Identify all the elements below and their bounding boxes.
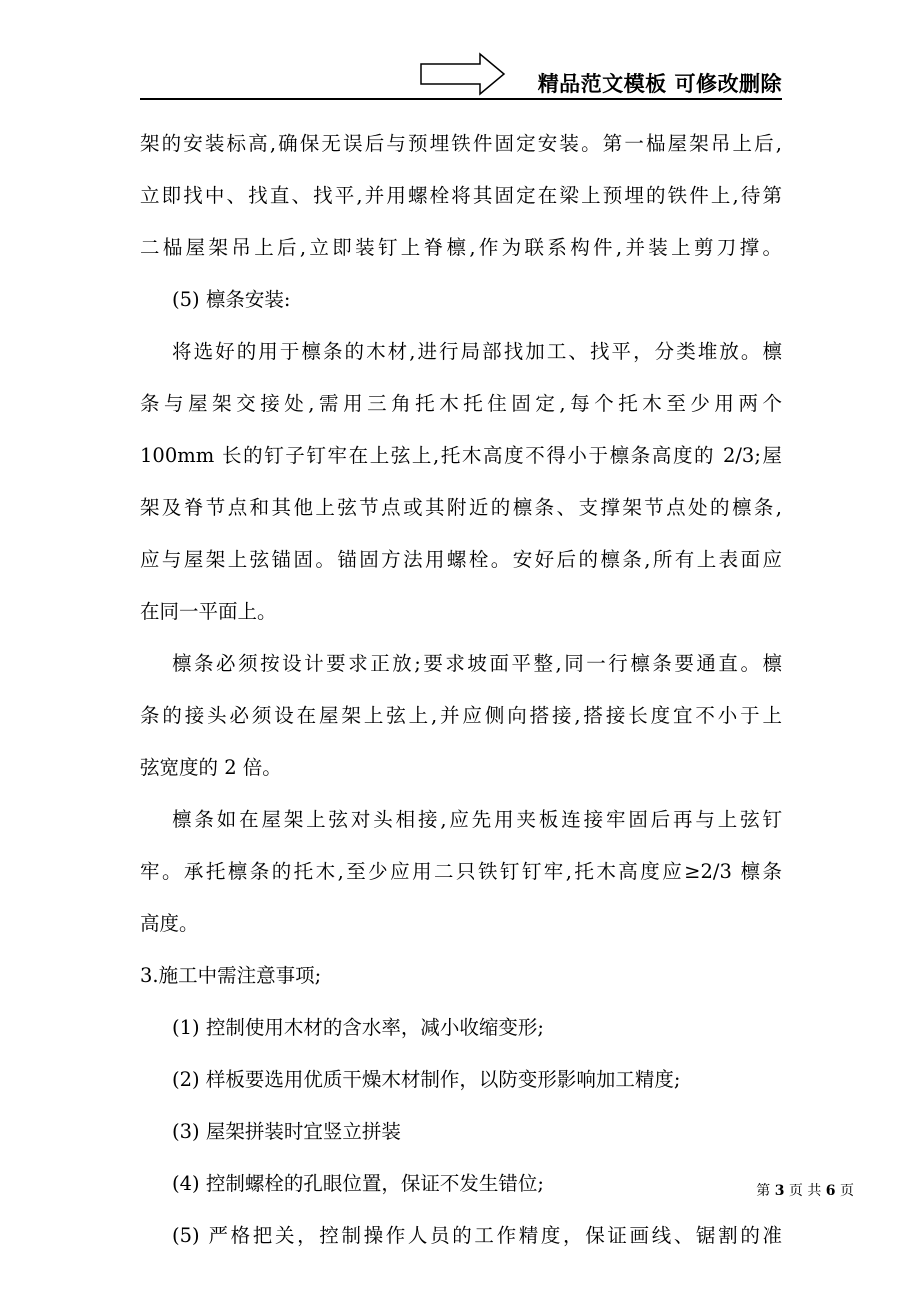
text-line: 100mm 长的钉子钉牢在上弦上,托木高度不得小于檩条高度的 2/3;屋 [140, 444, 782, 467]
header-divider [140, 98, 782, 100]
page-header [140, 48, 782, 100]
text-line: 架的安装标高,确保无误后与预埋铁件固定安装。第一榀屋架吊上后, [140, 132, 782, 155]
list-item: (1) 控制使用木材的含水率，减小收缩变形; [172, 1016, 544, 1039]
text-line: 将选好的用于檩条的木材,进行局部找加工、找平，分类堆放。檩 [172, 340, 782, 363]
page-number-suffix: 页 [840, 1183, 854, 1199]
list-item: (3) 屋架拼装时宜竖立拼装 [172, 1120, 401, 1143]
text-line: 在同一平面上。 [140, 600, 277, 623]
current-page: 3 [774, 1183, 785, 1199]
text-line: 牢。承托檩条的托木,至少应用二只铁钉钉牢,托木高度应≥2/3 檩条 [140, 860, 782, 883]
total-pages: 6 [825, 1183, 836, 1199]
text-line: 立即找中、找直、找平,并用螺栓将其固定在梁上预埋的铁件上,待第 [140, 184, 782, 207]
page-number [756, 1180, 854, 1200]
arrow-right-icon [420, 52, 506, 96]
text-line: 条与屋架交接处,需用三角托木托住固定,每个托木至少用两个 [140, 392, 782, 415]
list-item: (4) 控制螺栓的孔眼位置，保证不发生错位; [172, 1172, 544, 1195]
text-line: 架及脊节点和其他上弦节点或其附近的檩条、支撑架节点处的檩条, [140, 496, 782, 519]
text-line: 条的接头必须设在屋架上弦上,并应侧向搭接,搭接长度宜不小于上 [140, 704, 782, 727]
section-heading: (5) 檩条安装: [172, 288, 291, 311]
page-number-middle: 页 共 [788, 1183, 822, 1199]
text-line: 檩条必须按设计要求正放;要求坡面平整,同一行檩条要通直。檩 [172, 652, 782, 675]
text-line: 高度。 [140, 912, 199, 935]
list-item: (2) 样板要选用优质干燥木材制作，以防变形影响加工精度; [172, 1068, 681, 1091]
list-item: (5) 严格把关，控制操作人员的工作精度，保证画线、锯割的准 [172, 1224, 782, 1247]
document-body [140, 118, 782, 1262]
text-line: 弦宽度的 2 倍。 [140, 756, 282, 779]
text-line: 应与屋架上弦锚固。锚固方法用螺栓。安好后的檩条,所有上表面应 [140, 548, 782, 571]
page-number-prefix: 第 [756, 1183, 771, 1199]
header-title: 精品范文模板 可修改删除 [537, 72, 782, 96]
text-line: 檩条如在屋架上弦对头相接,应先用夹板连接牢固后再与上弦钉 [172, 808, 782, 831]
text-line: 二榀屋架吊上后,立即装钉上脊檩,作为联系构件,并装上剪刀撑。 [140, 236, 782, 259]
section-heading: 3.施工中需注意事项; [140, 964, 322, 987]
